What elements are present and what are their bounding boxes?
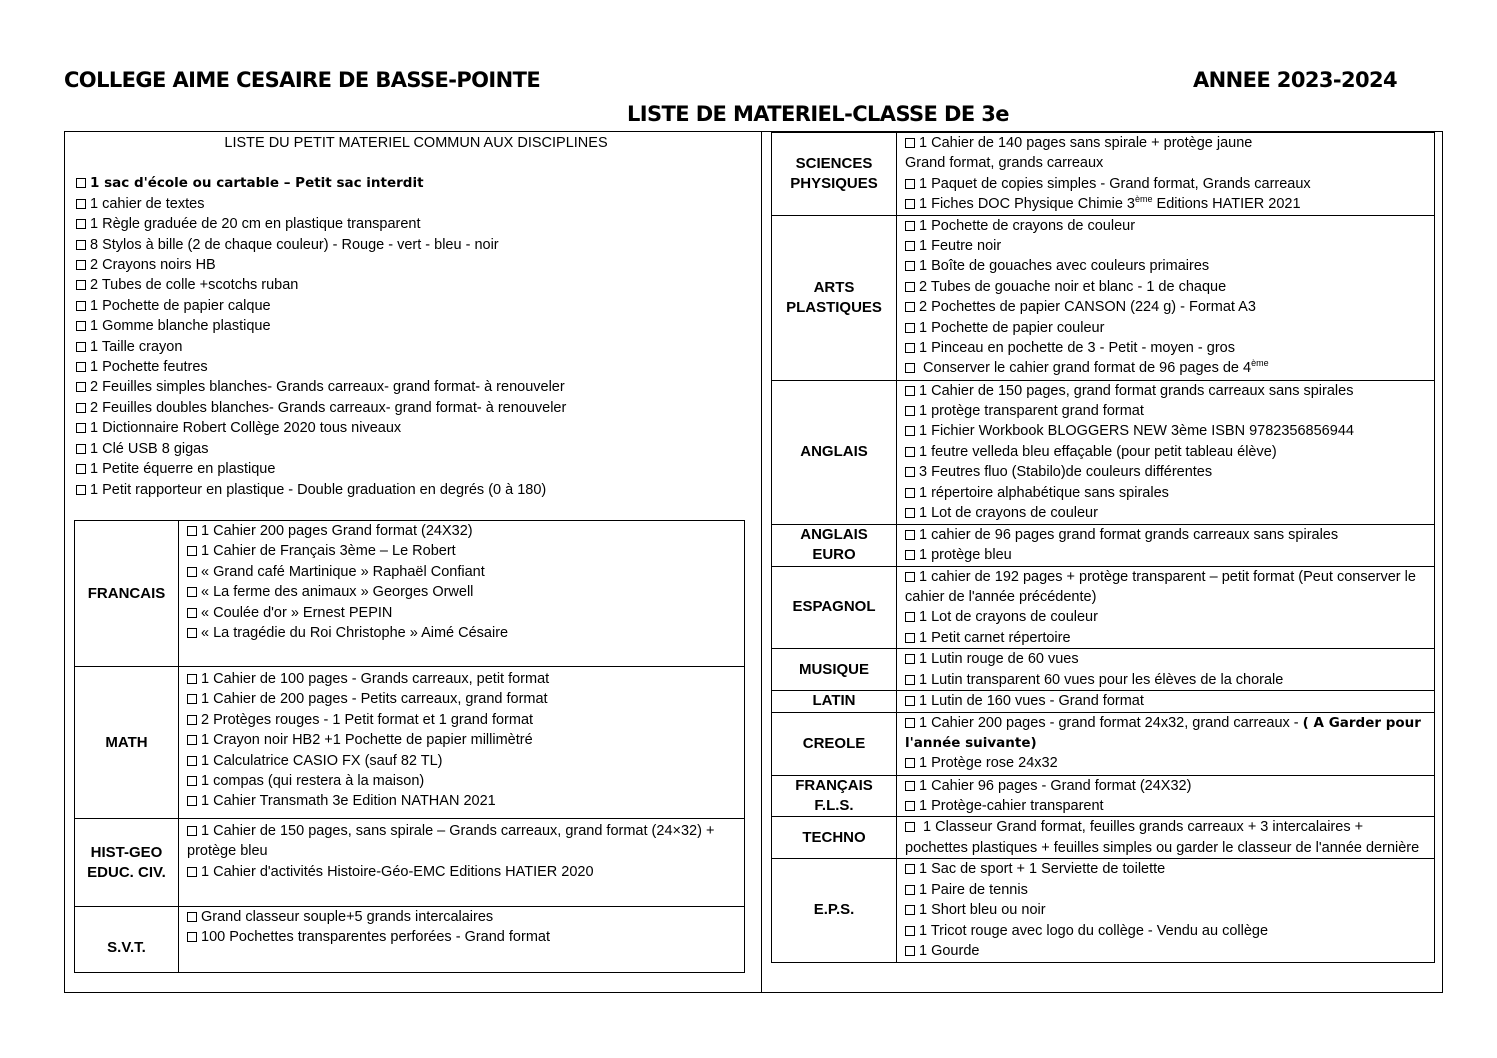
subject-row-latin — [772, 691, 1435, 712]
list-item — [905, 421, 1434, 441]
checkbox-icon — [905, 179, 915, 189]
subject-name-line2: PLASTIQUES — [786, 298, 882, 316]
list-item — [905, 483, 1434, 503]
item-text: 1 Lutin rouge de 60 vues — [919, 651, 1079, 668]
item-text: 1 Boîte de gouaches avec couleurs primaires — [919, 258, 1210, 275]
item-text: 2 Tubes de gouache noir et blanc - 1 de chaque — [919, 278, 1227, 295]
item-text: 1 Cahier 200 pages - grand format 24x32, grand carreaux - — [919, 714, 1303, 731]
checkbox-icon — [187, 587, 197, 597]
item-text: 1 cahier de 192 pages + protège transparent – petit format (Peut conserver le cahier de l'année précédente) — [905, 568, 1416, 606]
checkbox-icon — [187, 776, 197, 786]
subject-row-math — [75, 667, 745, 819]
item-text: 1 compas (qui restera à la maison) — [201, 773, 425, 790]
subject-items — [897, 524, 1435, 566]
subject-row-arts — [772, 215, 1435, 380]
subject-row-eps — [772, 859, 1435, 962]
subject-name: ESPAGNOL — [772, 566, 897, 649]
checkbox-icon — [76, 444, 86, 454]
item-text: 1 Dictionnaire Robert Collège 2020 tous niveaux — [90, 420, 402, 437]
left-subjects-table — [74, 520, 745, 973]
subject-items — [179, 521, 745, 667]
checkbox-icon — [76, 178, 86, 188]
right-subjects-table — [771, 132, 1435, 963]
item-text: 1 Paire de tennis — [919, 881, 1028, 898]
subject-name — [772, 133, 897, 216]
item-text: Grand classeur souple+5 grands intercalaires — [201, 909, 494, 925]
subject-row-svt — [75, 907, 745, 973]
list-item — [905, 525, 1434, 545]
item-text: 1 Pochette de crayons de couleur — [919, 217, 1136, 234]
list-item — [905, 880, 1434, 900]
checkbox-icon — [76, 423, 86, 433]
item-text: Grand format, grands carreaux — [905, 155, 1104, 172]
item-text: 100 Pochettes transparentes perforées - Grand format — [201, 929, 550, 946]
item-sup: ème — [1251, 358, 1269, 369]
list-item — [905, 691, 1434, 711]
subject-name: MUSIQUE — [772, 649, 897, 691]
item-text: « Grand café Martinique » Raphaël Confiant — [201, 563, 485, 580]
list-item — [905, 216, 1434, 236]
list-item — [905, 401, 1434, 421]
item-text: 1 Gomme blanche plastique — [90, 318, 271, 335]
subject-name-line1: ANGLAIS — [800, 526, 868, 544]
checkbox-icon — [905, 363, 915, 373]
subject-name: TECHNO — [772, 817, 897, 859]
checkbox-icon — [905, 343, 915, 353]
list-item — [905, 776, 1434, 796]
subject-items — [897, 133, 1435, 216]
list-item — [905, 859, 1434, 879]
list-item — [187, 521, 744, 541]
checkbox-icon — [76, 464, 86, 474]
item-sup: ème — [1134, 194, 1153, 205]
subject-name-line1: SCIENCES — [795, 154, 873, 172]
checkbox-icon — [905, 138, 915, 148]
item-text: 1 Cahier 200 pages Grand format (24X32) — [201, 523, 473, 539]
item-text: 1 protège bleu — [919, 547, 1012, 564]
list-item — [187, 669, 744, 689]
list-item — [76, 480, 756, 500]
list-item — [76, 173, 756, 193]
list-item — [187, 927, 744, 947]
item-text: 1 Petite équerre en plastique — [90, 461, 276, 478]
subject-name-line2: EURO — [812, 546, 856, 564]
list-item — [905, 900, 1434, 920]
item-text: 1 Feutre noir — [919, 238, 1002, 255]
subject-name-line1: FRANÇAIS — [795, 777, 873, 795]
item-text: Editions HATIER 2021 — [1152, 196, 1301, 213]
item-text: 2 Feuilles doubles blanches- Grands carreaux- grand format- à renouveler — [90, 399, 567, 416]
list-item — [76, 296, 756, 316]
list-item — [905, 256, 1434, 276]
checkbox-icon — [905, 612, 915, 622]
subject-name-line2: F.L.S. — [814, 797, 854, 815]
checkbox-icon — [76, 321, 86, 331]
subject-name-line1: ARTS — [813, 278, 855, 296]
checkbox-icon — [76, 485, 86, 495]
checkbox-icon — [905, 864, 915, 874]
subject-name: LATIN — [772, 691, 897, 712]
list-item — [905, 796, 1434, 816]
checkbox-icon — [187, 912, 197, 922]
checkbox-icon — [905, 323, 915, 333]
checkbox-icon — [187, 735, 197, 745]
checkbox-icon — [905, 758, 915, 768]
item-text: 1 répertoire alphabétique sans spirales — [919, 484, 1169, 501]
item-text: 1 Fichier Workbook BLOGGERS NEW 3ème ISBN 9782356856944 — [919, 423, 1354, 440]
subject-name: CREOLE — [772, 712, 897, 775]
item-text: 1 Lutin de 160 vues - Grand format — [919, 693, 1144, 710]
checkbox-icon — [76, 280, 86, 290]
list-item — [905, 297, 1434, 317]
item-text: 1 Clé USB 8 gigas — [90, 440, 209, 457]
subject-name-line2: PHYSIQUES — [790, 174, 878, 192]
item-text: 1 Cahier de 200 pages - Petits carreaux, grand format — [201, 691, 548, 708]
checkbox-icon — [187, 715, 197, 725]
checkbox-icon — [905, 801, 915, 811]
list-item — [76, 316, 756, 336]
item-text: 3 Feutres fluo (Stabilo)de couleurs différentes — [919, 464, 1213, 481]
item-text: 1 Cahier Transmath 3e Edition NATHAN 2021 — [201, 793, 496, 810]
list-item — [187, 791, 744, 811]
item-text: 1 cahier de 96 pages grand format grands carreaux sans spirales — [919, 526, 1339, 543]
checkbox-icon — [76, 362, 86, 372]
item-text: 1 feutre velleda bleu effaçable (pour petit tableau élève) — [919, 443, 1277, 460]
list-item — [905, 236, 1434, 256]
subject-name — [75, 819, 179, 907]
subject-items — [897, 649, 1435, 691]
item-text: 2 Tubes de colle +scotchs ruban — [90, 277, 299, 294]
checkbox-icon — [905, 386, 915, 396]
list-title: LISTE DE MATERIEL-CLASSE DE 3e — [627, 102, 1009, 126]
school-name: COLLEGE AIME CESAIRE DE BASSE-POINTE — [64, 68, 541, 92]
subject-row-histgeo — [75, 819, 745, 907]
item-text: 1 protège transparent grand format — [919, 403, 1144, 420]
checkbox-icon — [905, 282, 915, 292]
subject-name: FRANCAIS — [75, 521, 179, 667]
item-text: 1 Paquet de copies simples - Grand format, Grands carreaux — [919, 175, 1311, 192]
item-text: 1 cahier de textes — [90, 195, 205, 212]
list-item — [905, 277, 1434, 297]
item-text: 1 Taille crayon — [90, 338, 183, 355]
list-item — [905, 442, 1434, 462]
subject-items — [897, 380, 1435, 524]
subject-row-musique — [772, 649, 1435, 691]
subject-row-anglais — [772, 380, 1435, 524]
checkbox-icon — [187, 628, 197, 638]
subject-row-creole — [772, 712, 1435, 775]
list-item — [187, 689, 744, 709]
checkbox-icon — [76, 403, 86, 413]
checkbox-icon — [187, 756, 197, 766]
checkbox-icon — [905, 550, 915, 560]
list-item — [76, 418, 756, 438]
item-text: 1 Cahier de 150 pages, sans spirale – Grands carreaux, grand format (24×32) + protège bleu — [187, 823, 715, 860]
subject-items — [897, 817, 1435, 859]
item-text: « La tragédie du Roi Christophe » Aimé Césaire — [201, 625, 509, 642]
list-item — [905, 670, 1434, 690]
item-text: 1 Sac de sport + 1 Serviette de toilette — [919, 861, 1166, 878]
item-text: « Coulée d'or » Ernest PEPIN — [201, 604, 393, 621]
checkbox-icon — [187, 826, 197, 836]
item-text: 1 Pochette de papier calque — [90, 297, 271, 314]
checkbox-icon — [187, 546, 197, 556]
checkbox-icon — [187, 526, 197, 536]
checkbox-icon — [76, 260, 86, 270]
item-text: 1 Cahier de 150 pages, grand format grands carreaux sans spirales — [919, 382, 1354, 399]
subject-row-espagnol — [772, 566, 1435, 649]
item-text: 1 Tricot rouge avec logo du collège - Vendu au collège — [919, 922, 1269, 939]
checkbox-icon — [187, 867, 197, 877]
subject-name — [772, 524, 897, 566]
subject-name — [772, 775, 897, 817]
item-text: 1 Pochette feutres — [90, 359, 208, 376]
list-item — [187, 710, 744, 730]
checkbox-icon — [905, 447, 915, 457]
item-text: 2 Feuilles simples blanches- Grands carreaux- grand format- à renouveler — [90, 379, 565, 396]
checkbox-icon — [187, 932, 197, 942]
checkbox-icon — [905, 718, 915, 728]
list-item — [905, 941, 1434, 961]
item-text: 1 Gourde — [919, 943, 980, 960]
item-text: 1 Lutin transparent 60 vues pour les élèves de la chorale — [919, 671, 1284, 688]
item-text: 1 sac d'école ou cartable – Petit sac interdit — [90, 175, 424, 192]
common-materials — [76, 133, 756, 500]
checkbox-icon — [187, 567, 197, 577]
checkbox-icon — [76, 199, 86, 209]
subject-name: MATH — [75, 667, 179, 819]
subject-items — [179, 907, 745, 973]
list-item — [76, 439, 756, 459]
subject-name: E.P.S. — [772, 859, 897, 962]
checkbox-icon — [905, 885, 915, 895]
list-item — [187, 771, 744, 791]
checkbox-icon — [187, 674, 197, 684]
subject-name: ANGLAIS — [772, 380, 897, 524]
checkbox-icon — [905, 675, 915, 685]
item-text: 1 Protège rose 24x32 — [919, 755, 1058, 772]
checkbox-icon — [905, 696, 915, 706]
list-item — [905, 545, 1434, 565]
list-item — [187, 562, 744, 582]
subject-items — [897, 775, 1435, 817]
item-text: 1 Petit rapporteur en plastique - Double graduation en degrés (0 à 180) — [90, 481, 547, 498]
list-item — [905, 462, 1434, 482]
list-item — [76, 214, 756, 234]
checkbox-icon — [905, 946, 915, 956]
subject-items — [897, 691, 1435, 712]
item-text: 2 Protèges rouges - 1 Petit format et 1 grand format — [201, 711, 534, 728]
list-item — [905, 503, 1434, 523]
subject-items — [179, 667, 745, 819]
item-text: 2 Crayons noirs HB — [90, 257, 216, 274]
list-item — [187, 541, 744, 561]
subject-name: S.V.T. — [75, 907, 179, 973]
list-item — [76, 255, 756, 275]
checkbox-icon — [905, 302, 915, 312]
list-item — [187, 907, 744, 927]
item-text: 2 Pochettes de papier CANSON (224 g) - Format A3 — [919, 299, 1256, 316]
list-item — [76, 275, 756, 295]
checkbox-icon — [905, 426, 915, 436]
checkbox-icon — [76, 240, 86, 250]
column-divider — [761, 131, 762, 993]
checkbox-icon — [905, 926, 915, 936]
item-text: 1 Crayon noir HB2 +1 Pochette de papier millimètré — [201, 732, 533, 749]
checkbox-icon — [187, 608, 197, 618]
checkbox-icon — [905, 530, 915, 540]
checkbox-icon — [905, 822, 915, 832]
subject-items — [179, 819, 745, 907]
item-list — [905, 216, 1434, 359]
checkbox-icon — [187, 694, 197, 704]
list-item — [187, 582, 744, 602]
subject-name-line2: EDUC. CIV. — [87, 863, 166, 881]
item-text: 1 Fiches DOC Physique Chimie 3 — [919, 196, 1135, 213]
list-item — [76, 194, 756, 214]
item-text: 1 Cahier de Français 3ème – Le Robert — [201, 543, 456, 560]
item-text: 1 Cahier de 140 pages sans spirale + protège jaune — [919, 135, 1253, 151]
checkbox-icon — [76, 219, 86, 229]
subject-row-techno — [772, 817, 1435, 859]
checkbox-icon — [905, 261, 915, 271]
item-text-bold: ( A Garder pour l'année suivante) — [905, 714, 1421, 752]
checkbox-icon — [905, 633, 915, 643]
checkbox-icon — [905, 488, 915, 498]
list-item — [76, 235, 756, 255]
item-text: Conserver le cahier grand format de 96 pages de 4 — [919, 360, 1252, 377]
item-text: 1 Lot de crayons de couleur — [919, 505, 1098, 522]
checkbox-icon — [187, 796, 197, 806]
item-text: 1 Règle graduée de 20 cm en plastique transparent — [90, 216, 421, 233]
list-item — [187, 603, 744, 623]
subject-items — [897, 859, 1435, 962]
subject-row-sciences — [772, 133, 1435, 216]
list-item — [905, 649, 1434, 669]
subject-items — [897, 712, 1435, 775]
item-text: 1 Pinceau en pochette de 3 - Petit - moyen - gros — [919, 340, 1235, 357]
checkbox-icon — [905, 199, 915, 209]
checkbox-icon — [905, 905, 915, 915]
item-text: 1 Petit carnet répertoire — [919, 629, 1071, 646]
list-item — [76, 377, 756, 397]
list-item — [187, 623, 744, 643]
list-item — [76, 459, 756, 479]
list-item — [905, 318, 1434, 338]
checkbox-icon — [905, 508, 915, 518]
item-text: 1 Short bleu ou noir — [919, 902, 1046, 919]
checkbox-icon — [905, 781, 915, 791]
item-text: 1 Calculatrice CASIO FX (sauf 82 TL) — [201, 752, 443, 769]
common-title: LISTE DU PETIT MATERIEL COMMUN AUX DISCIPLINES — [224, 135, 608, 151]
item-text: 1 Classeur Grand format, feuilles grands carreaux + 3 intercalaires + pochettes plastiques + feuilles simples ou garder le classeur de l'année dernière — [905, 819, 1420, 856]
checkbox-icon — [905, 221, 915, 231]
subject-row-anglais-euro — [772, 524, 1435, 566]
checkbox-icon — [905, 406, 915, 416]
checkbox-icon — [76, 342, 86, 352]
checkbox-icon — [76, 382, 86, 392]
checkbox-icon — [76, 301, 86, 311]
item-text: 1 Cahier 96 pages - Grand format (24X32) — [919, 777, 1192, 794]
list-item — [187, 751, 744, 771]
list-item — [905, 921, 1434, 941]
list-item — [76, 398, 756, 418]
subject-name — [772, 215, 897, 380]
school-year: ANNEE 2023-2024 — [1193, 68, 1398, 92]
subject-items — [897, 566, 1435, 649]
subject-items — [897, 215, 1435, 380]
item-text: 1 Cahier de 100 pages - Grands carreaux, petit format — [201, 671, 550, 687]
list-item — [187, 730, 744, 750]
list-item — [905, 338, 1434, 358]
subject-row-fls — [772, 775, 1435, 817]
subject-row-francais — [75, 521, 745, 667]
item-text: 1 Cahier d'activités Histoire-Géo-EMC Editions HATIER 2020 — [201, 863, 594, 880]
checkbox-icon — [905, 467, 915, 477]
common-list — [76, 173, 756, 500]
list-item — [76, 337, 756, 357]
item-text: 1 Lot de crayons de couleur — [919, 609, 1098, 626]
checkbox-icon — [905, 241, 915, 251]
checkbox-icon — [905, 572, 915, 582]
item-text: 1 Protège-cahier transparent — [919, 798, 1104, 815]
subject-name-line1: HIST-GEO — [90, 843, 163, 861]
list-item — [76, 357, 756, 377]
item-text: « La ferme des animaux » Georges Orwell — [201, 584, 474, 601]
item-text: 1 Pochette de papier couleur — [919, 319, 1105, 336]
item-text: 8 Stylos à bille (2 de chaque couleur) - Rouge - vert - bleu - noir — [90, 236, 499, 253]
list-item — [905, 381, 1434, 401]
checkbox-icon — [905, 654, 915, 664]
